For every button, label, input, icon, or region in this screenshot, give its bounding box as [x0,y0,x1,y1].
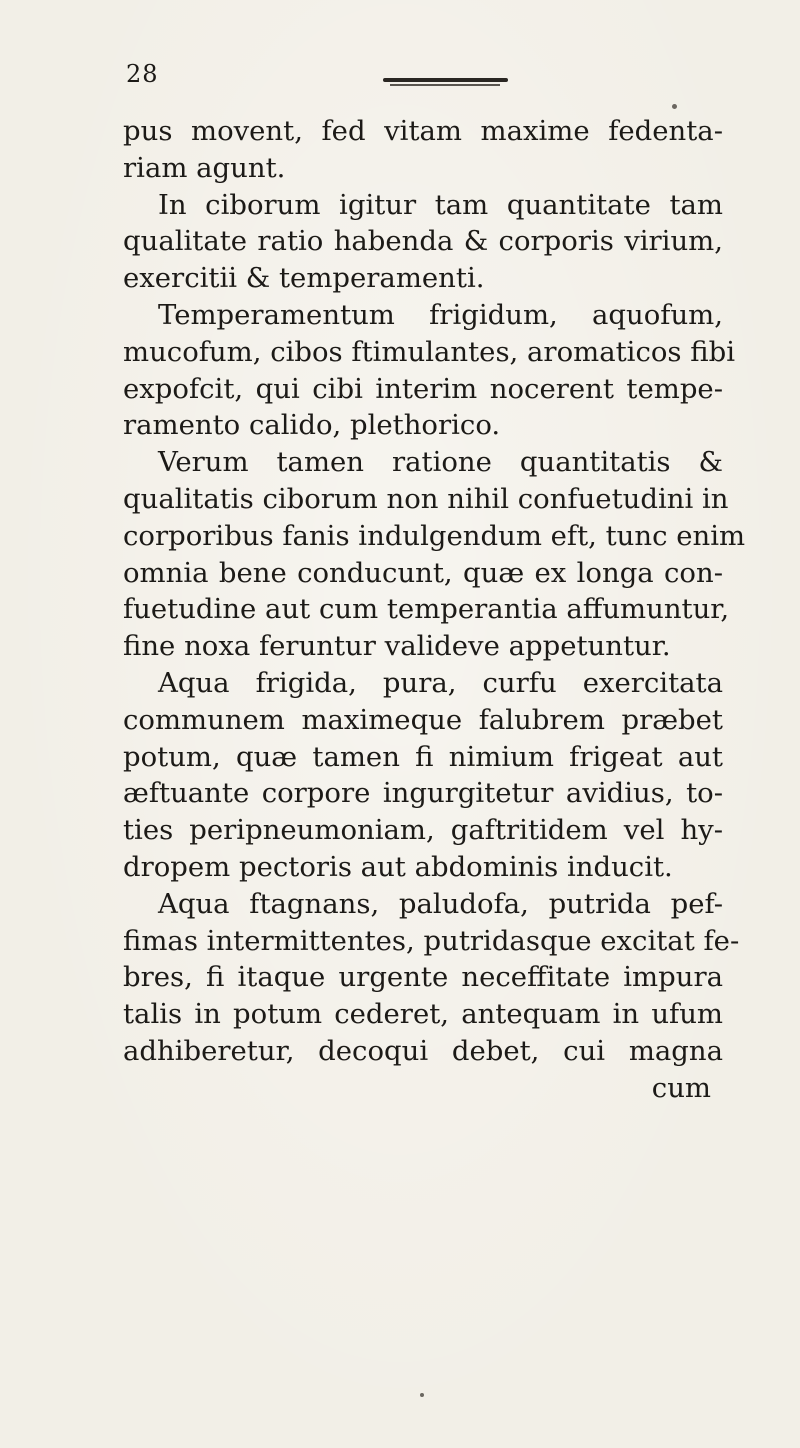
text-line: bres, fi itaque urgente neceffitate impura [123,961,723,994]
text-line: potum, quæ tamen fi nimium frigeat aut [123,740,723,773]
page-number: 28 [126,60,159,88]
text-line: exercitii & temperamenti. [123,262,485,295]
text-line: adhiberetur, decoqui debet, cui magna [123,1034,723,1067]
text-line: fuetudine aut cum temperantia affumuntur, [123,593,730,626]
header-rule [383,78,508,82]
text-line: corporibus fanis indulgendum eft, tunc enim [123,519,746,552]
text-line: æftuante corpore ingurgitetur avidius, to- [123,777,723,810]
header-rule-shadow [390,84,500,86]
text-line: talis in potum cederet, antequam in ufum [123,998,723,1031]
paper-speck [672,104,677,109]
text-line: dropem pectoris aut abdominis inducit. [123,850,673,883]
text-line: qualitate ratio habenda & corporis virium, [123,225,723,258]
text-line: communem maximeque falubrem præbet [123,703,723,736]
text-line: pus movent, fed vitam maxime fedenta- [123,115,723,147]
text-line: ramento calido, plethorico. [123,409,501,442]
text-line: riam agunt. [123,151,286,184]
paper-speck [420,1393,424,1397]
text-line: fimas intermittentes, putridasque excitat fe- [123,924,740,957]
text-line: Verum tamen ratione quantitatis & [158,446,723,479]
catchword: cum [651,1071,711,1104]
text-line: Aqua frigida, pura, curfu exercitata [158,666,723,699]
text-line: expofcit, qui cibi interim nocerent tempe- [123,372,723,405]
text-line: ties peripneumoniam, gaftritidem vel hy- [123,814,723,847]
text-line: Aqua ftagnans, paludofa, putrida pef- [158,887,723,920]
text-line: fine noxa feruntur valideve appetuntur. [123,630,671,663]
text-line: mucofum, cibos ftimulantes, aromaticos fibi [123,335,736,368]
text-line: omnia bene conducunt, quæ ex longa con- [123,556,723,589]
text-line: qualitatis ciborum non nihil confuetudini in [123,482,729,515]
text-line: Temperamentum frigidum, aquofum, [158,298,723,331]
body-text [123,113,746,1107]
text-line: In ciborum igitur tam quantitate tam [158,188,723,221]
